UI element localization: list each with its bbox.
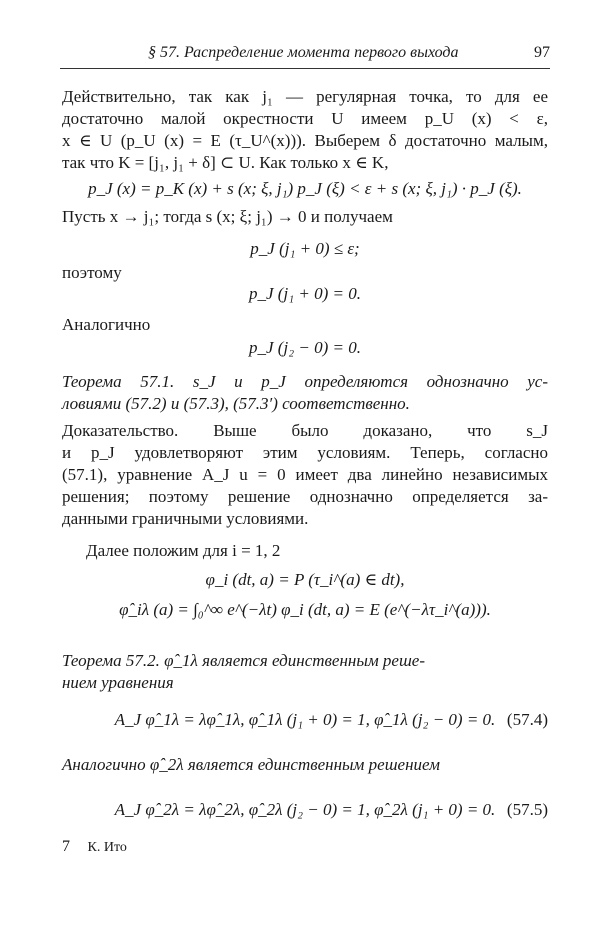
equation-number: (57.4) [506,710,548,729]
theorem-57-1-line: ловиями (57.2) и (57.3), (57.3′) соответственно. [62,394,410,413]
header-title: § 57. Распределение момента первого выхода [148,44,459,61]
proof-line: данными граничными условиями. [62,509,309,528]
proof-line: и p_J удовлетворяют этим условиям. Теперь, согласно [62,443,548,462]
text-line: Действительно, так как j₁ — регулярная точка, то для ее [62,87,548,106]
equation-number: (57.5) [506,800,548,819]
author-mark: К. Ито [87,840,127,855]
formula-57-4 [62,710,548,730]
proof-line: (57.1), уравнение A_J u = 0 имеет два линейно независимых [62,465,548,484]
text-line: так что K = [j₁, j₁ + δ] ⊂ U. Как только x ∈ K, [62,153,389,172]
text-line: Далее положим для i = 1, 2 [86,541,281,560]
text-line: x ∈ U (p_U (x) = E (τ_U^(x))). Выберем δ достаточно малым, [62,131,548,150]
signature-mark: 7 [62,838,70,855]
text-line: достаточно малой окрестности U имеем p_U (x) < ε, [62,109,548,128]
text-line: Пусть x → j₁; тогда s (x; ξ; j₁) → 0 и получаем [62,207,393,226]
formula-57-5 [62,800,548,820]
formula: φ̂_iλ (a) = ∫₀^∞ e^(−λt) φ_i (dt, a) = E (e^(−λτ_i^(a))). [119,600,491,619]
page-number: 97 [534,44,550,61]
header-rule [60,68,550,69]
running-header [60,44,550,68]
proof-line: решения; поэтому решение однозначно определяется за- [62,487,548,506]
formula: φ_i (dt, a) = P (τ_i^(a) ∈ dt), [205,570,405,589]
theorem-57-2-line: Теорема 57.2. φ̂_1λ является единственным реше- [62,651,426,670]
text-line: поэтому [62,263,122,282]
theorem-57-1-line: Теорема 57.1. s_J и p_J определяются однозначно ус- [62,372,548,391]
theorem-57-2-cont: Аналогично φ̂_2λ является единственным решением [62,755,440,774]
formula: A_J φ̂_1λ = λφ̂_1λ, φ̂_1λ (j₁ + 0) = 1, φ̂_1λ (j₂ − 0) = 0. [114,710,496,729]
formula: A_J φ̂_2λ = λφ̂_2λ, φ̂_2λ (j₂ − 0) = 1, φ̂_2λ (j₁ + 0) = 0. [114,800,496,819]
formula: p_J (x) = p_K (x) + s (x; ξ, j₁) p_J (ξ) < ε + s (x; ξ, j₁) · p_J (ξ). [88,179,522,198]
proof-line: Доказательство. Выше было доказано, что s_J [62,421,548,440]
formula: p_J (j₂ − 0) = 0. [249,338,361,357]
page-footer [62,838,127,856]
theorem-57-2-line: нием уравнения [62,673,174,692]
text-line: Аналогично [62,315,151,334]
formula: p_J (j₁ + 0) = 0. [249,284,361,303]
formula: p_J (j₁ + 0) ≤ ε; [250,239,360,258]
